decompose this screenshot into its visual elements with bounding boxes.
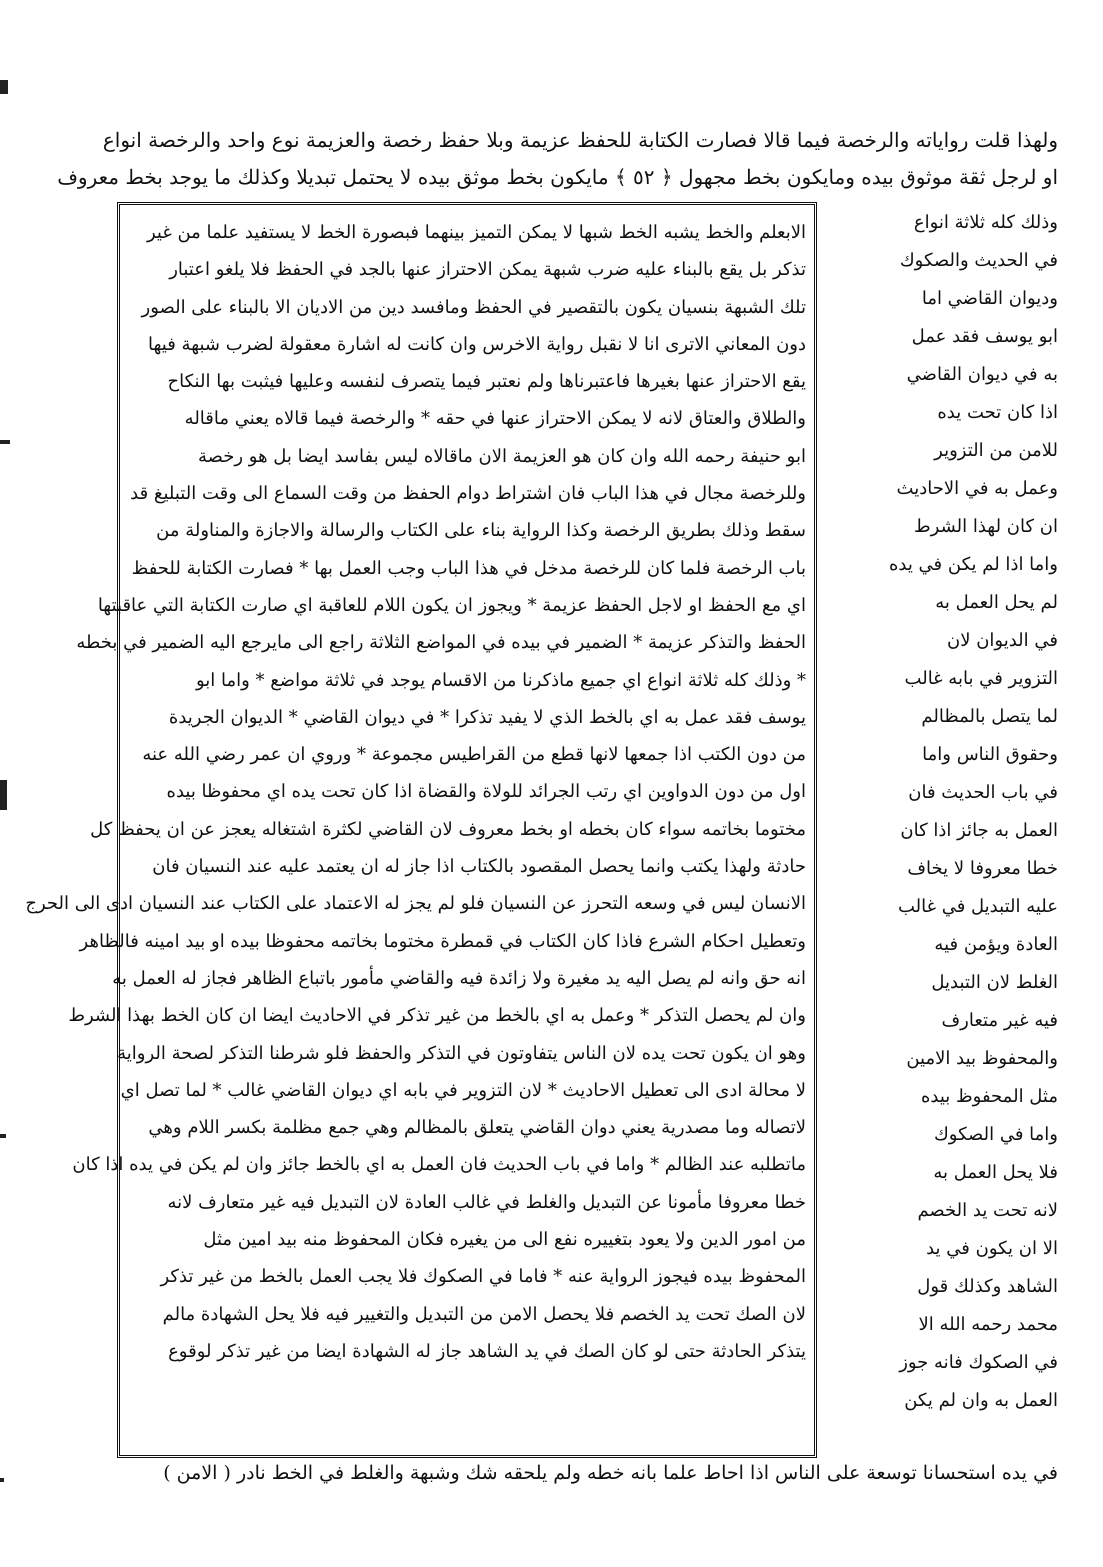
main-line: انه حق وانه لم يصل اليه يد مغيرة ولا زائدة فيه والقاضي مأمور باتباع الظاهر فجاز له العمل به	[112, 967, 806, 989]
footer-text: في يده استحسانا توسعة على الناس اذا احاط علما بانه خطه ولم يلحقه شك وشبهة والغلط في الخط نادر	[236, 1462, 1058, 1484]
side-line: وذلك كله ثلاثة انواع	[913, 212, 1058, 233]
side-line: به في ديوان القاضي	[906, 364, 1058, 385]
main-line: يتذكر الحادثة حتى لو كان الصك في يد الشاهد جاز له الشهادة ايضا من غير تذكر لوقوع	[168, 1340, 806, 1362]
side-line: عليه التبديل في غالب	[897, 896, 1058, 917]
main-line: وهو ان يكون تحت يده لان الناس يتفاوتون في التذكر والحفظ فلو شرطنا التذكر لصحة الرواية	[117, 1042, 806, 1064]
main-line: الحفظ والتذكر عزيمة * الضمير في بيده في المواضع الثلاثة راجع الى مايرجع اليه الضمير في بخطه	[76, 632, 806, 654]
main-line: وان لم يحصل التذكر * وعمل به اي بالخط من غير تذكر في الاحاديث ايضا ان كان الخط بهذا الشرط	[68, 1005, 806, 1027]
side-line: لما يتصل بالمظالم	[921, 706, 1058, 727]
side-line: في الصكوك فانه جوز	[899, 1352, 1058, 1373]
scan-margin-mark	[0, 780, 7, 810]
main-line: باب الرخصة فلما كان للرخصة مدخل في هذا الباب وجب العمل بها * فصارت الكتابة للحفظ	[131, 557, 806, 579]
side-line: وعمل به في الاحاديث	[896, 478, 1058, 499]
main-line: وللرخصة مجال في هذا الباب فان اشتراط دوام الحفظ من وقت السماع الى وقت التبليغ قد	[130, 483, 806, 505]
main-line: تذكر بل يقع بالبناء عليه ضرب شبهة يمكن الاحتراز عنها بالجد في الحفظ فلا يلغو اعتبار	[169, 259, 806, 281]
side-line: الا ان يكون في يد	[926, 1238, 1058, 1259]
side-line: مثل المحفوظ بيده	[920, 1086, 1058, 1107]
side-line: لم يحل العمل به	[935, 592, 1058, 613]
main-line: الابعلم والخط يشبه الخط شبها لا يمكن التميز بينهما فبصورة الخط لا يستفيد علما من غير	[146, 222, 806, 243]
main-commentary-text	[25, 214, 806, 1449]
header-line-1: ولهذا قلت رواياته والرخصة فيما قالا فصارت الكتابة للحفظ عزيمة وبلا حفظ رخصة والعزيمة نوع واحد والرخصة انواع	[102, 128, 1058, 152]
main-line: الانسان ليس في وسعه التحرز عن النسيان فلو لم يجز له الاعتماد على الكتاب عند النسيان ادى الى الحرج	[25, 893, 806, 915]
main-line: المحفوظ بيده فيجوز الرواية عنه * فاما في الصكوك فلا يجب العمل بالخط من غير تذكر	[160, 1266, 806, 1288]
side-line: الشاهد وكذلك قول	[917, 1276, 1058, 1297]
main-line: ابو حنيفة رحمه الله وان كان هو العزيمة الان ماقالاه ليس بفاسد ايضا بل هو رخصة	[197, 445, 806, 467]
main-line: من امور الدين ولا يعود بتغييره نفع الى من يغيره فكان المحفوظ منه بيد امين مثل	[203, 1229, 806, 1251]
side-line: والمحفوظ بيد الامين	[906, 1048, 1058, 1069]
header-line-2-right: او لرجل ثقة موثوق بيده ومايكون بخط مجهول	[678, 165, 1058, 189]
main-line: * وذلك كله ثلاثة انواع اي جميع ماذكرنا من الاقسام يوجد في ثلاثة مواضع * واما ابو	[195, 669, 806, 691]
side-line: في باب الحديث فان	[908, 782, 1058, 803]
side-line: الغلط لان التبديل	[931, 972, 1058, 993]
side-line: لانه تحت يد الخصم	[917, 1200, 1058, 1221]
main-line: يقع الاحتراز عنها بغيرها فاعتبرناها ولم نعتبر فيما يتصرف لنفسه وعليها فيثبت بها النكاح	[167, 371, 806, 393]
side-line: فيه غير متعارف	[941, 1010, 1058, 1031]
main-line: حادثة ولهذا يكتب وانما يحصل المقصود بالكتاب اذا جاز له ان يعتمد عليه عند النسيان فان	[152, 856, 806, 878]
header-line-2	[57, 162, 1058, 192]
main-line: دون المعاني الاترى انا لا نقبل رواية الاخرس وان كانت له اشارة معقولة لضرب شبهة فيها	[148, 333, 806, 355]
side-line: ابو يوسف فقد عمل	[911, 326, 1058, 347]
side-line: للامن من التزوير	[934, 440, 1058, 461]
side-line: وديوان القاضي اما	[921, 288, 1058, 309]
header-line-2-left: مايكون بخط موثق بيده لا يحتمل تبديلا وكذلك ما يوجد بخط معروف	[57, 165, 609, 189]
side-column-text	[828, 204, 1058, 1460]
main-line: لان الصك تحت يد الخصم فلا يحصل الامن من التبديل والتغيير فيه فلا يحل الشهادة مالم	[162, 1303, 806, 1325]
footer-line	[160, 1458, 1058, 1488]
side-line: في الحديث والصكوك	[899, 250, 1058, 271]
main-line: من دون الكتب اذا جمعها لانها قطع من القراطيس مجموعة * وروي ان عمر رضي الله عنه	[142, 744, 806, 766]
page-number: ﴿ ٥٢ ﴾	[614, 165, 673, 189]
scan-margin-mark	[0, 80, 8, 94]
scan-margin-mark	[0, 1478, 4, 1482]
main-line: والطلاق والعتاق لانه لا يمكن الاحتراز عنها في حقه * والرخصة فيما قالاه يعني ماقاله	[184, 408, 806, 430]
main-line: تلك الشبهة بنسيان يكون بالتقصير في الحفظ ومافسد دين من الاديان الا بالبناء على الصور	[141, 296, 806, 318]
main-line: لا محالة ادى الى تعطيل الاحاديث * لان التزوير في بابه اي ديوان القاضي غالب * لما تصل اي	[120, 1079, 806, 1101]
main-line: ماتطلبه عند الظالم * واما في باب الحديث فان العمل به اي بالخط جائز وان لم يكن في يده اذا كان	[72, 1154, 806, 1176]
main-line: خطا معروفا مأمونا عن التبديل والغلط في غالب العادة لان التبديل فيه غير متعارف لانه	[167, 1191, 806, 1213]
scan-margin-mark	[0, 440, 10, 444]
side-line: وحقوق الناس واما	[922, 744, 1058, 765]
main-line: يوسف فقد عمل به اي بالخط الذي لا يفيد تذكرا * في ديوان القاضي * الديوان الجريدة	[168, 706, 806, 728]
main-line: وتعطيل احكام الشرع فاذا كان الكتاب في قمطرة مختوما بخاتمه محفوظا بيده او بيد امينه فالظاهر	[79, 930, 806, 952]
side-line: واما في الصكوك	[933, 1124, 1058, 1145]
side-line: محمد رحمه الله الا	[918, 1314, 1058, 1335]
side-line: العمل به وان لم يكن	[904, 1390, 1058, 1411]
footer-catchword: ( الامن )	[163, 1462, 231, 1484]
side-line: العادة ويؤمن فيه	[934, 934, 1058, 955]
scan-margin-mark	[0, 1134, 6, 1138]
main-line: اول من دون الدواوين اي رتب الجرائد للولاة والقضاة اذا كان تحت يده اي محفوظا بيده	[166, 781, 806, 803]
main-line: اي مع الحفظ او لاجل الحفظ عزيمة * ويجوز ان يكون اللام للعاقبة اي صارت الكتابة التي عاقبتها	[97, 594, 806, 616]
side-line: واما اذا لم يكن في يده	[888, 554, 1058, 575]
side-line: ان كان لهذا الشرط	[913, 516, 1058, 537]
side-line: التزوير في بابه غالب	[904, 668, 1058, 689]
side-line: في الديوان لان	[947, 630, 1058, 651]
side-line: العمل به جائز اذا كان	[900, 820, 1058, 841]
side-line: اذا كان تحت يده	[937, 402, 1058, 423]
main-line: مختوما بخاتمه سواء كان بخطه او بخط معروف لان القاضي لكثرة اشتغاله يعجز عن ان يحفظ كل	[90, 818, 806, 840]
side-line: فلا يحل العمل به	[933, 1162, 1058, 1183]
main-line: سقط وذلك بطريق الرخصة وكذا الرواية بناء على الكتاب والرسالة والاجازة والمناولة من	[156, 520, 806, 542]
main-line: لاتصاله وما مصدرية يعني دوان القاضي يتعلق بالمظالم وهي جمع مظلمة بكسر اللام وهي	[148, 1117, 806, 1139]
side-line: خطا معروفا لا يخاف	[907, 858, 1058, 879]
